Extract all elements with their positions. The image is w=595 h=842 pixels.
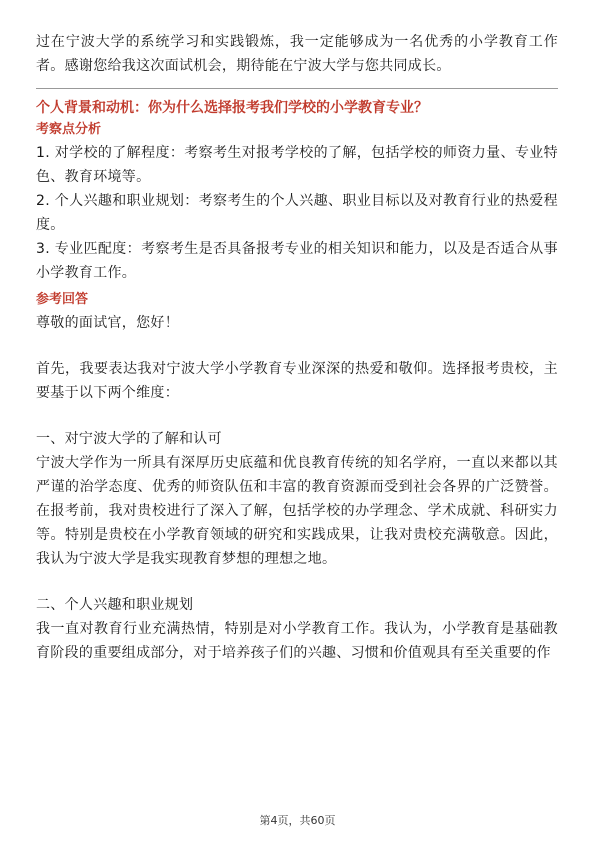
- section2-body: 我一直对教育行业充满热情，特别是对小学教育工作。我认为，小学教育是基础教育阶段的重要组成部分，对于培养孩子们的兴趣、习惯和价值观具有至关重要的作: [36, 621, 558, 661]
- answer-greeting: 尊敬的面试官，您好！: [36, 315, 179, 331]
- section2-heading: 二、个人兴趣和职业规划: [36, 597, 194, 613]
- answer-label: 参考回答: [36, 292, 89, 307]
- analysis-point-1: 1. 对学校的了解程度：考察考生对报考学校的了解，包括学校的师资力量、专业特色、教育环境等。: [36, 145, 558, 185]
- question-title: 个人背景和动机：你为什么选择报考我们学校的小学教育专业？: [36, 100, 428, 116]
- intro-paragraph: 过在宁波大学的系统学习和实践锻炼，我一定能够成为一名优秀的小学教育工作者。感谢您给我这次面试机会，期待能在宁波大学与您共同成长。: [36, 34, 558, 74]
- analysis-point-3: 3. 专业匹配度：考察考生是否具备报考专业的相关知识和能力，以及是否适合从事小学教育工作。: [36, 241, 558, 281]
- page-content: [36, 30, 558, 665]
- page-number: 第4页，共60页: [259, 814, 336, 827]
- section1-body: 宁波大学作为一所具有深厚历史底蕴和优良教育传统的知名学府，一直以来都以其严谨的治学态度、优秀的师资队伍和丰富的教育资源而受到社会各界的广泛赞誉。在报考前，我对贵校进行了深入了解，包括学校的办学理念、学术成就、科研实力等。特别是贵校在小学教育领域的研究和实践成果，让我对贵校充满敬意。因此，我认为宁波大学是我实现教育梦想的理想之地。: [36, 455, 558, 567]
- analysis-label: 考察点分析: [36, 122, 102, 137]
- section1-heading: 一、对宁波大学的了解和认可: [36, 431, 222, 447]
- section-divider: [36, 88, 558, 89]
- analysis-point-2: 2. 个人兴趣和职业规划：考察考生的个人兴趣、职业目标以及对教育行业的热爱程度。: [36, 193, 558, 233]
- answer-opening: 首先，我要表达我对宁波大学小学教育专业深深的热爱和敬仰。选择报考贵校，主要基于以下两个维度：: [36, 361, 558, 401]
